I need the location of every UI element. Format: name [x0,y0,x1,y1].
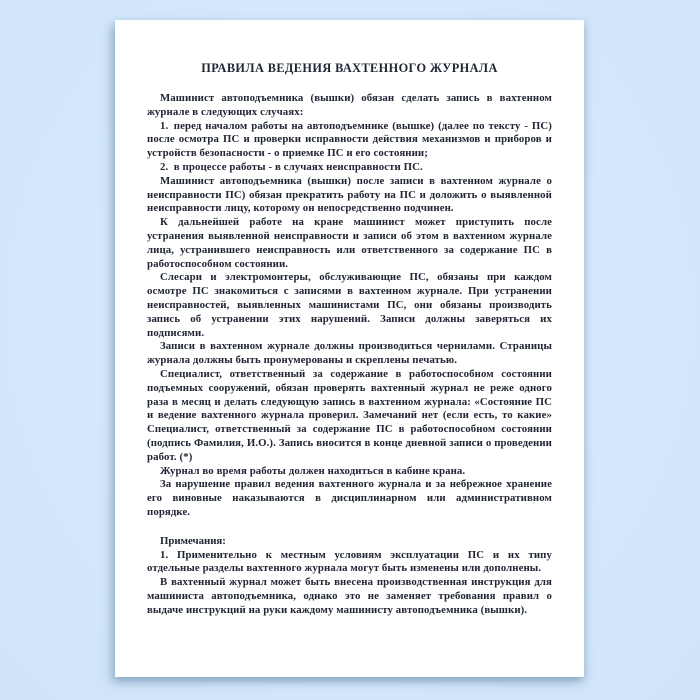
document-page [115,20,584,677]
paragraph: В вахтенный журнал может быть внесена производственная инструкция для машиниста автоподъемника, однако это не заменяет требования правил о выдаче инструкций на руки каждому машинисту автоподъемника (вышки). [147,576,552,616]
paragraph: Специалист, ответственный за содержание в работоспособном состоянии подъемных сооружений, обязан проверять вахтенный журнал не реже одного раза в месяц и делать следующую запись в вахтенном журнала: «Состояние ПС и ведение вахтенного журнала проверил. Замечаний нет (если есть, то какие» Специалист, ответственный за содержание ПС в работоспособном состоянии (подпись Фамилия, И.О.). Запись вносится в конце дневной записи о проведении работ. (*) [147,367,552,463]
paragraph: Слесари и электромонтеры, обслуживающие ПС, обязаны при каждом осмотре ПС знакомиться с записями в вахтенном журнале. При устранении неисправностей, выявленных машинистами ПС, они обязаны производить запись об устранении этих нарушений. Записи должны заверяться их подписями. [147,271,552,339]
paragraph: 1. перед началом работы на автоподъемнике (вышке) (далее по тексту - ПС) после осмотра ПС и проверки исправности действия механизмов и приборов и устройств безопасности - о приемке ПС и его состоянии; [147,119,552,160]
paragraph: К дальнейшей работе на кране машинист может приступить после устранения выявленной неисправности и записи об этом в вахтенном журнале лица, устранившего неисправность или ответственного за содержание ПС в работоспособном состоянии. [147,216,552,270]
paragraph: 2. в процессе работы - в случаях неисправности ПС. [160,160,423,173]
paragraph: Машинист автоподъемника (вышки) обязан сделать запись в вахтенном журнале в следующих случаях: [147,92,552,118]
paragraph: Журнал во время работы должен находиться в кабине крана. [160,464,466,477]
document-paragraphs [147,92,552,520]
notes-heading: Примечания: [160,534,226,547]
paragraph: 1. Применительно к местным условиям эксплуатации ПС и их типу отдельные разделы вахтенного журнала могут быть изменены или дополнены. [147,548,552,575]
document-title: ПРАВИЛА ВЕДЕНИЯ ВАХТЕННОГО ЖУРНАЛА [201,61,498,75]
paragraph: Записи в вахтенном журнале должны производиться чернилами. Страницы журнала должны быть пронумерованы и скреплены печатью. [147,340,552,367]
document-notes [147,549,552,618]
paragraph: За нарушение правил ведения вахтенного журнала и за небрежное хранение его виновные наказываются в дисциплинарном или административном порядке. [147,478,552,518]
paragraph: Машинист автоподъемника (вышки) после записи в вахтенном журнале о неисправности ПС) обязан прекратить работу на ПС и доложить о выявленной неисправности лицу, которому он непосредственно подчинен. [147,174,552,215]
